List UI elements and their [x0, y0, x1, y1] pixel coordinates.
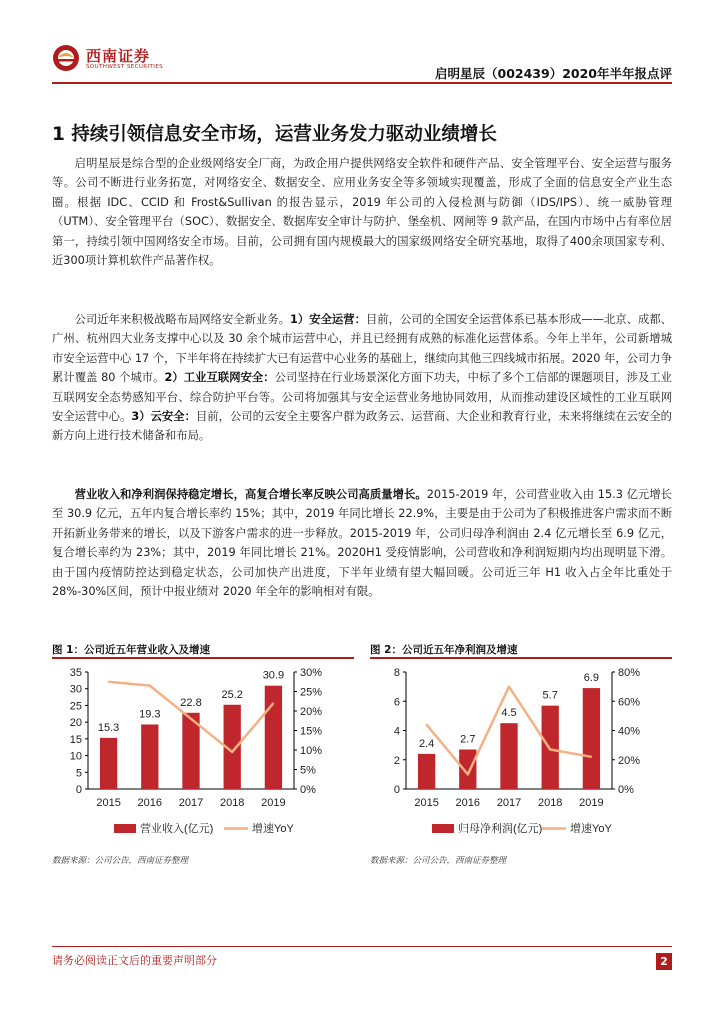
figure-2-divider — [370, 657, 672, 659]
net-profit-chart — [370, 660, 672, 846]
y-left-tick-label: 0 — [393, 784, 400, 796]
x-tick-label: 2018 — [537, 797, 563, 809]
y-left-tick-label: 2 — [393, 754, 400, 767]
y-right-tick-label: 0% — [300, 784, 316, 796]
growth-point — [591, 756, 593, 758]
bar-data-label: 6.9 — [583, 672, 600, 685]
y-right-tick-label: 15% — [300, 725, 323, 738]
x-tick-label: 2019 — [261, 797, 286, 809]
y-right-tick-label: 10% — [300, 745, 323, 757]
bar-data-label: 15.3 — [97, 721, 120, 734]
bar — [100, 738, 117, 789]
security-operations-heading: 1）安全运营： — [290, 313, 366, 326]
legend-bar-swatch — [114, 824, 136, 833]
x-tick-label: 2017 — [496, 797, 522, 809]
paragraph-new-business — [52, 310, 672, 446]
figure-2-title: 图 2：公司近五年净利润及增速 — [370, 644, 518, 656]
growth-point — [467, 774, 469, 776]
y-left-tick-label: 8 — [393, 667, 400, 679]
y-right-tick-label: 20% — [300, 706, 323, 718]
y-left-tick-label: 20 — [69, 717, 82, 730]
bar — [583, 688, 600, 789]
y-left-tick-label: 35 — [69, 667, 82, 679]
x-tick-label: 2015 — [96, 797, 121, 809]
x-tick-label: 2019 — [579, 797, 604, 809]
bar — [500, 723, 517, 789]
bar — [141, 724, 158, 789]
y-left-tick-label: 5 — [75, 767, 82, 780]
x-tick-label: 2018 — [219, 797, 245, 809]
section-title: 1 持续引领信息安全市场，运营业务发力驱动业绩增长 — [52, 124, 497, 145]
legend-line-label: 增速YoY — [570, 823, 612, 835]
y-right-tick-label: 40% — [618, 725, 641, 738]
y-left-tick-label: 10 — [69, 750, 82, 763]
growth-point — [273, 702, 275, 704]
brand-logo — [52, 42, 202, 76]
header-divider — [52, 82, 672, 84]
y-left-tick-label: 15 — [69, 733, 82, 746]
figure-2-source: 数据来源：公司公告，西南证券整理 — [370, 856, 507, 866]
security-operations-text: 目前，公司的全国安全运营体系已基本形成——北京、成都、广州、杭州四大业务支撑中心以及 30 余个城市运营中心，并且已经拥有成熟的标准化运营体系。今年上半年，公司新增城市安全运营中心 17 个，下半年将在持续扩大已有运营中心业务的基础上，继续向其他三四线城市拓展。2020 年，公司力争累计覆盖 80 个城市。 — [52, 313, 672, 385]
figure-1-title: 图 1：公司近五年营业收入及增速 — [52, 644, 210, 656]
y-left-tick-label: 4 — [393, 725, 400, 738]
y-right-tick-label: 25% — [300, 686, 323, 699]
growth-point — [508, 686, 510, 688]
x-tick-label: 2016 — [455, 797, 481, 809]
bar — [459, 750, 476, 789]
y-right-tick-label: 60% — [618, 696, 641, 709]
brand-name-en: SOUTHWEST SECURITIES — [86, 64, 164, 70]
legend-line-label: 增速YoY — [252, 823, 294, 835]
figure-1-source: 数据来源：公司公告，西南证券整理 — [52, 856, 189, 866]
y-right-tick-label: 20% — [618, 754, 641, 767]
growth-point — [108, 681, 110, 683]
brand-mark-icon — [52, 44, 80, 72]
growth-point — [426, 724, 428, 726]
y-right-tick-label: 0% — [618, 784, 634, 796]
revenue-chart — [52, 660, 354, 846]
bar-data-label: 4.5 — [501, 707, 517, 720]
figure-1-divider — [52, 657, 354, 659]
y-right-tick-label: 5% — [300, 764, 316, 777]
industrial-internet-heading: 2）工业互联网安全： — [164, 371, 275, 385]
bar-data-label: 30.9 — [262, 669, 285, 682]
x-tick-label: 2016 — [137, 797, 163, 809]
bar-data-label: 2.4 — [418, 737, 435, 750]
industrial-internet-text: 公司坚持在行业场景深化方面下功夫，中标了多个工信部的课题项目，涉及工业互联网安全态势感知平台、综合防护平台等。公司将加强其与安全运营业务地协同效用，从而推动建设区域性的工业互联网安全运营中心。 — [52, 371, 672, 424]
x-tick-label: 2015 — [414, 797, 439, 809]
legend-bar-label: 营业收入(亿元) — [140, 823, 214, 835]
bar-data-label: 19.3 — [139, 708, 161, 721]
bar-data-label: 5.7 — [542, 689, 558, 702]
cloud-security-heading: 3）云安全： — [131, 410, 196, 424]
page-number: 2 — [656, 953, 672, 970]
bar-data-label: 22.8 — [180, 696, 202, 709]
cloud-security-text: 目前，公司的云安全主要客户群为政务云、运营商、大企业和教育行业，未来将继续在云安全的新方向上进行技术储备和布局。 — [52, 410, 672, 443]
bar — [265, 686, 282, 789]
x-tick-label: 2017 — [178, 797, 204, 809]
growth-point — [190, 718, 192, 720]
paragraph-financials — [52, 485, 672, 601]
financials-heading: 营业收入和净利润保持稳定增长，高复合增长率反映公司高质量增长。 — [74, 488, 427, 501]
bar — [418, 754, 435, 789]
report-title: 启明星辰（002439）2020年半年报点评 — [435, 66, 672, 81]
growth-point — [149, 685, 151, 687]
y-left-tick-label: 0 — [75, 784, 82, 796]
growth-point — [549, 749, 551, 751]
y-left-tick-label: 25 — [69, 700, 82, 713]
financials-text: 2015-2019 年，公司营业收入由 15.3 亿元增长至 30.9 亿元，五年内复合增长率约 15%；其中，2019 年同比增长 22.9%，主要是由于公司为了积极推进客户需求而不断开拓新业务带来的增长，以及下游客户需求的进一步释放。2015-2019 年，公司归母净利润由 2.4 亿元增长至 6.9 亿元，复合增长率约为 23%；其中，2019 年同比增长 21%。2020H1 受疫情影响，公司营收和净利润短期内均出现明显下滑。由于国内疫情防控达到稳定状态，公司加快产出进度，下半年业绩有望大幅回暖。公司近三年 H1 收入占全年比重处于 28%-30%区间，预计中报业绩对 2020 年全年的影响相对有限。 — [52, 488, 672, 599]
y-left-tick-label: 6 — [393, 696, 400, 709]
growth-point — [231, 751, 233, 753]
footer-disclaimer: 请务必阅读正文后的重要声明部分 — [52, 954, 217, 967]
footer-divider — [52, 946, 672, 947]
legend-bar-label: 归母净利润(亿元) — [458, 823, 543, 835]
bar-data-label: 25.2 — [221, 688, 243, 701]
brand-name-cn: 西南证券 — [86, 47, 151, 65]
y-right-tick-label: 30% — [300, 667, 323, 679]
new-business-intro: 公司近年来积极战略布局网络安全新业务。 — [74, 313, 291, 326]
paragraph-company-overview: 启明星辰是综合型的企业级网络安全厂商，为政企用户提供网络安全软件和硬件产品、安全管理平台、安全运营与服务等。公司不断进行业务拓宽，对网络安全、数据安全、应用业务安全等多领域实现覆盖，形成了全面的信息安全产业生态圈。根据 IDC、CCID 和 Frost&Sullivan 的报告显示，2019 年公司的入侵检测与防御（IDS/IPS）、统一威胁管理（UTM）、安全管理平台（SOC）、数据安全、数据库安全审计与防护、堡垒机、网闸等 9 款产品，在国内市场中占有率位居第一，持续引领中国网络安全市场。目前，公司拥有国内规模最大的国家级网络安全研究基地，取得了400余项国家专利、近300项计算机软件产品著作权。 — [52, 157, 672, 268]
legend-bar-swatch — [432, 824, 454, 833]
y-right-tick-label: 80% — [618, 667, 641, 679]
y-left-tick-label: 30 — [69, 683, 82, 696]
bar-data-label: 2.7 — [460, 733, 476, 746]
